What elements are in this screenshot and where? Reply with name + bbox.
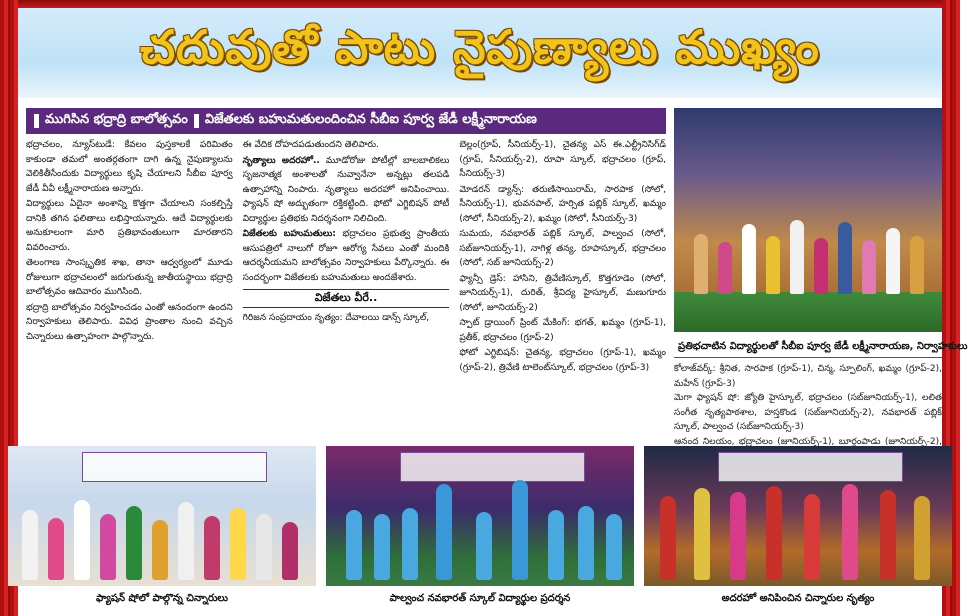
event-banner (400, 452, 585, 482)
winners-entry: స్పాట్ డ్రాయింగ్ ప్రింట్ మేకింగ్: భగత్, ఖమ్మం (గ్రూప్-1), ప్రతీక్, భద్రాచలం (గ్రూప్-2) (459, 318, 666, 343)
child-figure (74, 500, 90, 580)
dancer-figure (578, 506, 594, 580)
person-figure (790, 220, 804, 294)
dancer-figure (476, 512, 492, 580)
child-figure (100, 514, 116, 580)
winners-entry: ఫోటో ఎగ్జిబిషన్: చైతన్య, భద్రాచలం (గ్రూప్-1), ఖమ్మం (గ్రూప్-2), త్రివేణి టాలెంట్‌స్కూల్, భద్రాచలం (గ్రూప్-3) (459, 348, 666, 373)
child-figure (126, 506, 142, 580)
winners-entry: కోలాజ్‌వర్క్: శ్రీనిత, సారపాక (గ్రూప్-1), చిన్మ, స్పూలింగ్, ఖమ్మం (గ్రూప్-2), మహేన్ (గ్రూప్-3) (674, 364, 942, 389)
article-column-3 (459, 138, 666, 444)
curtain-valance (0, 0, 960, 8)
section-subhead: విజేతలకు బహుమతులు: (242, 229, 336, 239)
winners-entry: సుమయ, నవభారత్ పబ్లిక్ స్కూల్, పాల్వంచ (సోలో, సబ్‌జూనియర్స్-1), నాగిళ్ల తన్య, రూపాస్కూల్, భద్రాచలం (సోలో, సబ్ జూనియర్స్-2) (459, 229, 666, 268)
article-column-2 (243, 138, 450, 444)
article-paragraph: ఈ వేదిక దోహదపడుతుందని తెలిపారు. (242, 140, 379, 150)
dancer-figure (694, 488, 710, 580)
bullet-mark (34, 114, 39, 128)
article-paragraph: మూడోరోజు పోటీల్లో బాలబాలికలు సృజనాత్మక అంశాలతో నువ్వానేనా అన్నట్లు తలపడి ఉత్సాహాన్ని నింపారు. నృత్యాలు అదరహో అనిపించాయి. ఫ్యాషన్ షో అద్భుతంగా రక్తికట్టింది. ఫోటో ఎగ్జిబిషన్ పోటీ విద్యార్థుల ప్రతిభకు నిదర్శనంగా నిలిచింది. (242, 155, 450, 224)
dancer-figure (548, 510, 564, 580)
subheadline-part1: ముగిసిన భద్రాద్రి బాలోత్సవం (45, 112, 188, 127)
person-figure (694, 234, 708, 294)
subheadline-part2: విజేతలకు బహుమతులందించిన సీబీఐ పూర్వ జేడీ లక్ష్మీనారాయణ (204, 112, 537, 127)
photo-caption: ఫ్యాషన్ షోలో పాల్గొన్న చిన్నారులు (96, 593, 228, 604)
photo-caption: పాల్వంచ నవభారత్ స్కూల్ విద్యార్థుల ప్రదర్శన (389, 593, 571, 604)
dancer-figure (730, 492, 746, 580)
dancer-figure (914, 496, 930, 580)
dancer-figure (880, 490, 896, 580)
person-figure (814, 238, 828, 294)
event-banner (718, 452, 903, 482)
article-paragraph: విద్యార్థులు ఏదైనా అంశాన్ని కొత్తగా చేయాలని సంకల్పిస్తే దానికి తగిన ఫలితాలు లభిస్తాయన్నారు. ఆదే విద్యార్థులకు అనుకూలంగా మారి ప్రతిభావంతులుగా మారతారని వివరించారు. (26, 199, 233, 253)
bottom-photo-strip (8, 446, 952, 592)
person-figure (886, 228, 900, 294)
dancer-figure (374, 514, 390, 580)
person-figure (742, 224, 756, 294)
event-banner (82, 452, 267, 482)
dancer-figure (512, 480, 528, 580)
winners-entry: ఆనంద నిలయం, భద్రాచలం (జూనియర్స్-1), బూర్గంపాడు (జూనియర్స్-2), (674, 436, 942, 447)
child-figure (282, 522, 298, 580)
dancer-figure (402, 508, 418, 580)
child-figure (204, 516, 220, 580)
winners-entry: బెల్లం(గ్రూప్, సీనియర్స్-1), చైతన్య ఎస్ ఈ.ఎల్ట్రీనిసిగ్‌డ్ (గ్రూప్, సీనియర్స్-2), రూపా స్కూల్, భద్రాచలం (గ్రూప్, సీనియర్స్-3) (459, 140, 666, 179)
main-photo-caption (674, 336, 968, 358)
headline-text: చదువుతో పాటు నైపుణ్యాలు ముఖ్యం (140, 20, 820, 74)
headline-banner (18, 8, 942, 98)
person-figure (718, 242, 732, 294)
bottom-captions (8, 588, 952, 610)
dancer-figure (842, 484, 858, 580)
winners-heading: విజేతలు వీరే.. (243, 289, 450, 308)
child-figure (230, 508, 246, 580)
person-figure (910, 236, 924, 294)
winners-list-right (674, 362, 942, 446)
article-columns (26, 138, 666, 444)
child-figure (152, 520, 168, 580)
person-figure (766, 236, 780, 294)
winners-entry: మెగా ఫ్యాషన్ షో: జ్యోతి హైస్కూల్, భద్రాచలం (సబ్‌జూనియర్స్-1), లలిత సంగీత నృత్యపాఠశాల, హస్తకొండ (సబ్‌జూనియర్స్-2), నవభారత్ పబ్లిక్ స్కూల్, పాల్వంచ (సబ్‌జూనియర్స్-3) (674, 393, 942, 432)
child-figure (256, 514, 272, 580)
person-figure (862, 240, 876, 294)
child-figure (48, 518, 64, 580)
dancer-figure (804, 494, 820, 580)
winners-entry: మోడరన్ డ్యాన్స్: తరుణిసాయిరామ్, సారపాక (సోలో, సీనియర్స్-1), భువనపాల్, హర్సిత పబ్లిక్ స్కూల్, ఖమ్మం (సోలో, సీనియర్స్-2), ఖమ్మం (సోలో, సీనియర్స్-3) (459, 184, 666, 224)
dancer-figure (766, 486, 782, 580)
school-performance-photo (326, 446, 634, 586)
stage-floor (674, 292, 942, 332)
fashion-show-photo (8, 446, 316, 586)
person-figure (838, 222, 852, 294)
dancer-figure (436, 484, 452, 580)
section-subhead: నృత్యాలు అదరహో.. (242, 155, 320, 166)
main-photo-caption-text: ప్రతిభచాటిన విద్యార్థులతో సీబీఐ పూర్వ జేడీ లక్ష్మీనారాయణ, నిర్వాహకులు (678, 340, 968, 352)
child-figure (178, 502, 194, 580)
classical-dance-photo (644, 446, 952, 586)
dancer-figure (346, 510, 362, 580)
winners-line: గిరిజన సంప్రదాయం నృత్యం: దేవాలయి డాన్స్ స్కూల్, (242, 312, 430, 323)
article-paragraph: భద్రాచలం ప్రభుత్వ ప్రాంతీయ ఆసుపత్రిలో నాలుగో రోజూ ఆరోగ్య సేవలు ఎంతో మందికి ఆదర్శనీయమని బాలోత్సవం నిర్వాహకులు పేర్కొన్నారు. ఈ సందర్భంగా విజేతలకు బహుమతులు అందజేశారు. (242, 229, 450, 283)
dancer-figure (606, 514, 622, 580)
dancer-figure (660, 496, 676, 580)
winners-entry: ఫ్యాన్సీ డ్రెస్: హాసిని, త్రివేణిస్కూల్, కొత్తగూడెం (సోలో, జూనియర్స్-1), దురిత్, శ్రీవిద్య హైస్కూల్, మణుగూరు (సోలో, జూనియర్స్-2) (459, 273, 666, 313)
article-paragraph: భద్రాచలం, న్యూస్‌టుడే: కేవలం పుస్తకాలకే పరిమితం కాకుండా తమలో అంతర్గతంగా దాగి ఉన్న నైపుణ్యాలను వెలికితీసేందుకు విద్యార్థులు కృషి చేయాలని సీబీఐ పూర్వ జేడీ వీవీ లక్ష్మీనారాయణ అన్నారు. (26, 140, 233, 194)
subheadline-bar (26, 108, 666, 134)
article-paragraph: భద్రాద్రి బాలోత్సవం నిర్వహించడం ఎంతో ఆనందంగా ఉందని నిర్వాహకులు తెలిపారు. వివిధ ప్రాంతాల నుంచి వచ్చిన చిన్నారులు ఉత్సాహంగా పాల్గొన్నారు. (26, 302, 233, 342)
child-figure (22, 510, 38, 580)
bullet-mark (194, 114, 199, 128)
photo-caption: అదరహో అనిపించిన చిన్నారుల నృత్యం (721, 593, 875, 604)
article-column-1 (26, 138, 233, 444)
award-ceremony-photo (674, 108, 942, 332)
article-paragraph: తెలంగాణ సాంస్కృతిక శాఖ, తానా ఆధ్వర్యంలో మూడు రోజులుగా భద్రాచలంలో జరుగుతున్న జాతీయస్థాయి భద్రాద్రి బాలోత్సవం ఆదివారం ముగిసింది. (26, 258, 233, 297)
